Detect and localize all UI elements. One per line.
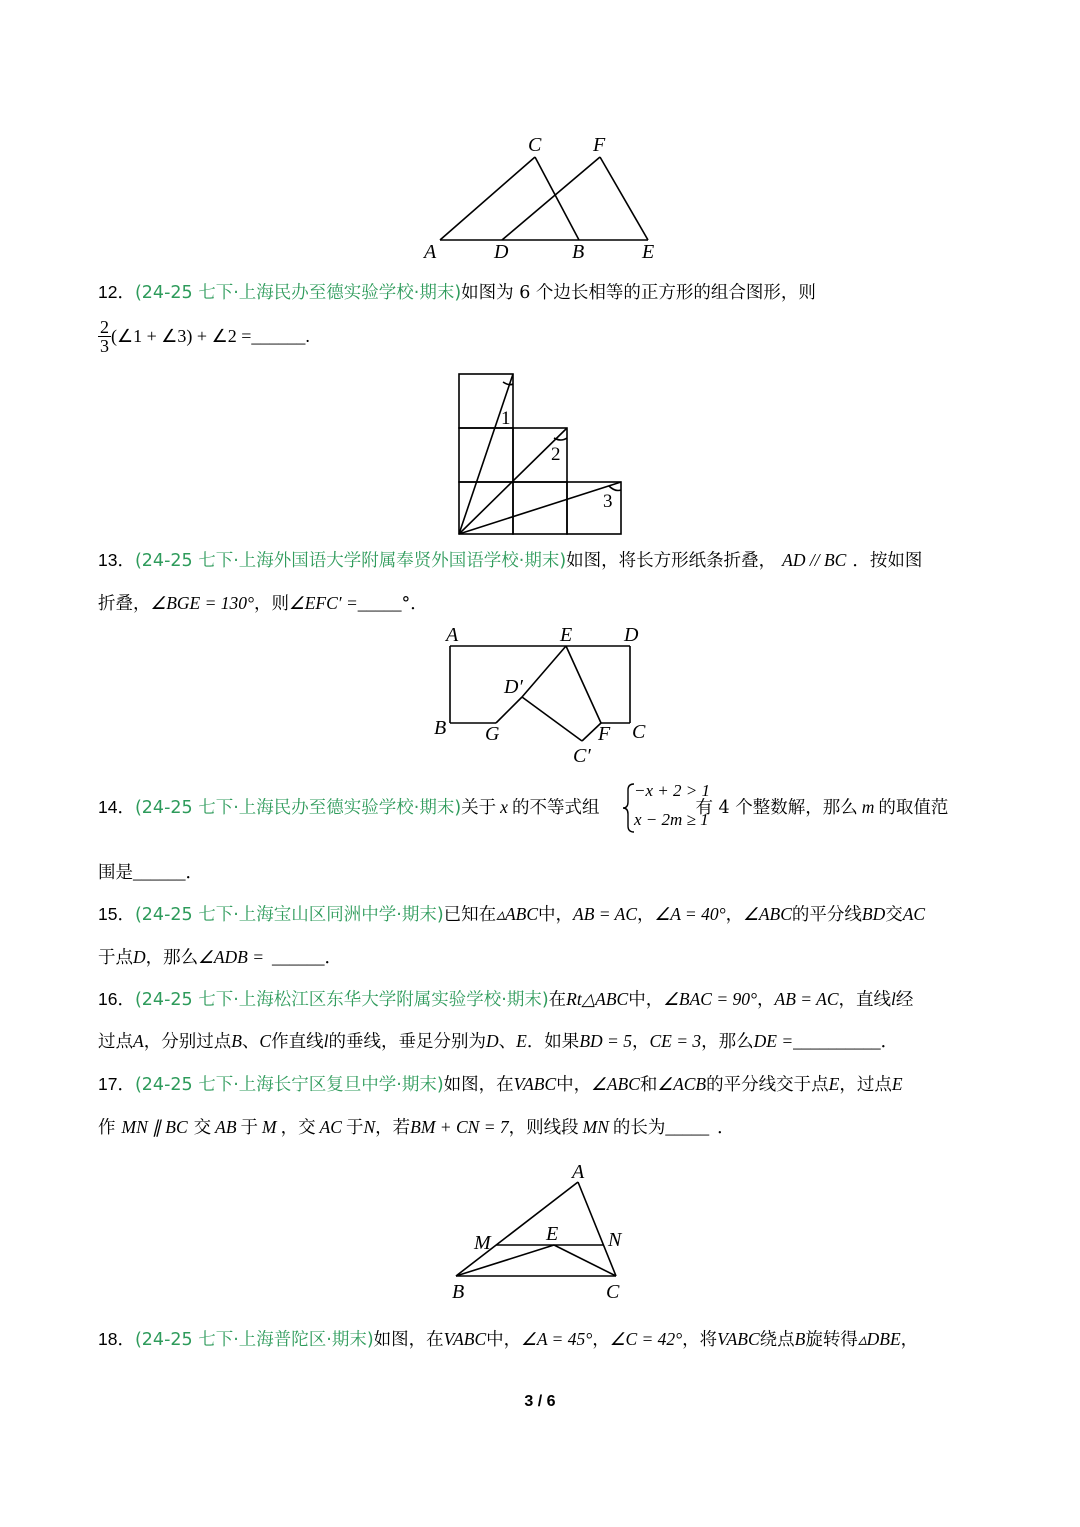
- math-expression: ∠EFC′ =: [289, 593, 358, 613]
- math-variable: l: [323, 1031, 329, 1051]
- question-text: 作直线: [271, 1032, 324, 1052]
- fraction-denominator: 3: [100, 336, 109, 356]
- math-variable: E: [891, 1074, 903, 1094]
- math-expression: ▵DBE: [857, 1329, 901, 1349]
- question-text: 关于: [461, 798, 497, 818]
- math-expression: AB: [215, 1117, 237, 1137]
- figure-q13-folded-strip: [430, 622, 660, 770]
- formula-end: .: [305, 326, 310, 346]
- fig17-label-b: B: [452, 1281, 465, 1303]
- fig11-label-c: C: [528, 134, 542, 156]
- question-text: 的取值范: [878, 798, 949, 818]
- question-14-line-1: [98, 796, 948, 819]
- math-expression: CE = 3: [649, 1031, 702, 1051]
- answer-blank: ______: [272, 947, 325, 967]
- question-source: (24-25 七下·上海普陀区·期末): [134, 1330, 374, 1350]
- question-number: 14．: [98, 797, 135, 817]
- question-text: 、: [498, 1032, 517, 1052]
- question-text: ．: [324, 948, 343, 968]
- question-text: 于点: [98, 948, 133, 968]
- fraction-numerator: 2: [100, 317, 109, 337]
- fig17-label-m: M: [474, 1232, 491, 1254]
- question-text: 作: [98, 1118, 116, 1138]
- math-variable: E: [828, 1074, 840, 1094]
- question-17-line-1: [98, 1073, 903, 1096]
- question-text: 在: [548, 990, 567, 1010]
- fig13-label-g: G: [485, 723, 500, 745]
- math-variable: E: [516, 1031, 527, 1051]
- math-variable: x: [500, 797, 508, 817]
- question-text: °．: [401, 594, 428, 614]
- math-expression: ∠A = 40°: [654, 904, 726, 924]
- question-text: 的不等式组: [511, 798, 600, 818]
- answer-blank: _____: [665, 1117, 710, 1137]
- question-text: ，分别过点: [143, 1032, 232, 1052]
- question-source: (24-25 七下·上海宝山区同洲中学·期末): [134, 905, 444, 925]
- question-text: ，那么: [145, 948, 199, 968]
- math-expression: Rt△ABC: [566, 989, 629, 1009]
- question-14-line-2: [98, 861, 203, 884]
- math-variable: D: [133, 947, 146, 967]
- question-text: 的垂线，垂足分别为: [328, 1032, 486, 1052]
- question-15-line-1: [98, 903, 925, 926]
- question-text: 的平分线: [791, 905, 862, 925]
- math-expression: VABC: [717, 1329, 760, 1349]
- question-text: 旋转得: [805, 1330, 858, 1350]
- question-text: 中，: [628, 990, 664, 1010]
- math-expression: VABC: [513, 1074, 557, 1094]
- figure-q12-squares: [455, 370, 627, 536]
- answer-blank: _____: [357, 593, 402, 613]
- question-text: 如图，在: [373, 1330, 444, 1350]
- question-text: ，: [637, 905, 655, 925]
- question-text: 已知在: [443, 905, 497, 925]
- math-expression: AB = AC: [573, 904, 637, 924]
- question-text: 折叠，: [98, 594, 151, 614]
- question-text: ，直线: [838, 990, 892, 1010]
- math-expression: ∠BGE = 130°: [150, 593, 255, 613]
- question-source: (24-25 七下·上海民办至德实验学校·期末): [134, 798, 462, 818]
- math-expression: ∠ADB =: [198, 947, 265, 967]
- question-number: 12．: [98, 282, 135, 302]
- question-text: 和: [639, 1075, 658, 1095]
- question-text: ，: [725, 905, 744, 925]
- fig11-label-a: A: [424, 241, 437, 263]
- angle-label-1: 1: [501, 408, 511, 429]
- fig13-label-d: D: [624, 624, 639, 646]
- question-source: (24-25 七下·上海长宁区复旦中学·期末): [134, 1075, 444, 1095]
- question-text: ，: [592, 1330, 610, 1350]
- question-number: 13．: [98, 550, 135, 570]
- math-variable: D: [485, 1031, 499, 1051]
- math-variable: B: [231, 1031, 242, 1051]
- formula-expression: (∠1 + ∠3) + ∠2 =: [111, 326, 252, 346]
- question-text: 交: [885, 905, 903, 925]
- math-variable: M: [262, 1117, 277, 1137]
- question-text: 的长为: [612, 1118, 666, 1138]
- question-number: 16．: [98, 989, 135, 1009]
- question-text: 绕点: [759, 1330, 795, 1350]
- question-text: ，若: [375, 1118, 411, 1138]
- question-text: ，: [757, 990, 775, 1010]
- fig11-label-d: D: [494, 241, 509, 263]
- answer-blank: ______: [251, 326, 306, 346]
- question-text: 如图，在: [443, 1075, 514, 1095]
- figure-q17-triangle: [446, 1158, 636, 1304]
- fig11-label-f: F: [593, 134, 606, 156]
- inequality-line-2: x − 2m ≥ 1: [634, 810, 709, 829]
- question-text: 的平分线交于点: [706, 1075, 829, 1095]
- question-16-line-1: [98, 988, 913, 1011]
- fig17-label-e: E: [546, 1223, 559, 1245]
- math-expression: BD = 5: [579, 1031, 632, 1051]
- question-number: 17．: [98, 1074, 135, 1094]
- math-expression: ∠A = 45°: [521, 1329, 593, 1349]
- question-text: ．: [185, 863, 203, 883]
- math-expression: BD: [861, 904, 886, 924]
- question-text: 中，: [486, 1330, 522, 1350]
- question-16-line-2: [98, 1030, 898, 1053]
- question-18-line-1: [98, 1328, 918, 1351]
- math-expression: AC: [319, 1117, 342, 1137]
- question-number: 18．: [98, 1329, 135, 1349]
- question-text: 围是: [98, 863, 133, 883]
- question-13-line-1: [98, 549, 922, 572]
- math-expression: AB = AC: [774, 989, 839, 1009]
- question-text: 经: [895, 990, 914, 1010]
- fig17-label-n: N: [608, 1229, 622, 1251]
- angle-label-3: 3: [603, 491, 613, 512]
- fig13-label-c: C: [632, 721, 646, 743]
- math-expression: ∠ABC: [743, 904, 792, 924]
- question-source: (24-25 七下·上海民办至德实验学校·期末): [134, 283, 462, 303]
- question-text: ，: [900, 1330, 919, 1350]
- math-expression: AC: [902, 904, 926, 924]
- question-17-line-2: [98, 1116, 735, 1139]
- question-text: ，交: [280, 1118, 316, 1138]
- question-number: 15．: [98, 904, 135, 924]
- answer-blank: __________: [793, 1031, 881, 1051]
- question-text: ，将: [682, 1330, 718, 1350]
- inequality-line-1: −x + 2 > 1: [634, 781, 710, 800]
- question-text: 中，: [556, 1075, 592, 1095]
- fig11-label-e: E: [642, 241, 655, 263]
- question-text: 于: [240, 1118, 259, 1138]
- question-text: ，: [631, 1032, 650, 1052]
- math-expression: ∠BAC = 90°: [663, 989, 758, 1009]
- page-number: 3 / 6: [524, 1393, 556, 1410]
- math-expression: ∠C = 42°: [609, 1329, 683, 1349]
- fig11-label-b: B: [572, 241, 585, 263]
- fig17-label-a: A: [572, 1161, 585, 1183]
- fig13-label-c-prime: C′: [573, 745, 591, 767]
- question-text: 有 4 个整数解，那么: [695, 798, 858, 818]
- math-expression: MN ∥ BC: [121, 1117, 188, 1137]
- question-source: (24-25 七下·上海外国语大学附属奉贤外国语学校·期末): [134, 551, 567, 571]
- math-variable: N: [363, 1117, 376, 1137]
- math-expression: BM + CN = 7: [410, 1117, 509, 1137]
- question-text: 、: [241, 1032, 260, 1052]
- math-variable: C: [259, 1031, 272, 1051]
- question-text: 于: [345, 1118, 364, 1138]
- angle-label-2: 2: [551, 444, 561, 465]
- question-text: ，则线段: [508, 1118, 579, 1138]
- fig13-label-d-prime: D′: [504, 676, 523, 698]
- math-variable: B: [794, 1329, 806, 1349]
- math-expression: ▵ABC: [496, 904, 539, 924]
- question-13-line-2: [98, 592, 428, 615]
- math-expression: ∠ABC: [591, 1074, 640, 1094]
- math-variable: m: [861, 797, 875, 817]
- question-source: (24-25 七下·上海松江区东华大学附属实验学校·期末): [134, 990, 549, 1010]
- question-text: ，则: [254, 594, 290, 614]
- question-text: ．: [880, 1032, 899, 1052]
- math-expression: AD // BC: [782, 550, 847, 570]
- math-expression: MN: [582, 1117, 609, 1137]
- math-expression: ∠ACB: [657, 1074, 707, 1094]
- question-text: ，过点: [839, 1075, 892, 1095]
- fig13-label-b: B: [434, 717, 447, 739]
- fig13-label-f: F: [598, 723, 611, 745]
- answer-blank: ______: [133, 862, 186, 882]
- fig13-label-e: E: [560, 624, 573, 646]
- question-text: 中，: [538, 905, 574, 925]
- question-15-line-2: [98, 946, 342, 969]
- math-expression: VABC: [443, 1329, 487, 1349]
- question-12-formula: [98, 318, 310, 355]
- question-text: ．按如图: [852, 551, 923, 571]
- question-text: ．: [717, 1118, 735, 1138]
- fraction: [98, 318, 111, 355]
- math-expression: DE =: [753, 1031, 794, 1051]
- fig13-label-a: A: [446, 624, 459, 646]
- question-text: 交: [193, 1118, 212, 1138]
- question-text: 过点: [98, 1032, 133, 1052]
- figure-q11-triangles: [418, 130, 668, 265]
- question-text: 如图，将长方形纸条折叠，: [566, 551, 777, 571]
- question-12-line-1: [98, 281, 816, 304]
- question-text: ，那么: [701, 1032, 754, 1052]
- math-variable: A: [133, 1031, 144, 1051]
- fig17-label-c: C: [606, 1281, 620, 1303]
- question-text: ．如果: [526, 1032, 580, 1052]
- question-text: 如图为 6 个边长相等的正方形的组合图形，则: [461, 283, 816, 303]
- math-variable: l: [891, 989, 896, 1009]
